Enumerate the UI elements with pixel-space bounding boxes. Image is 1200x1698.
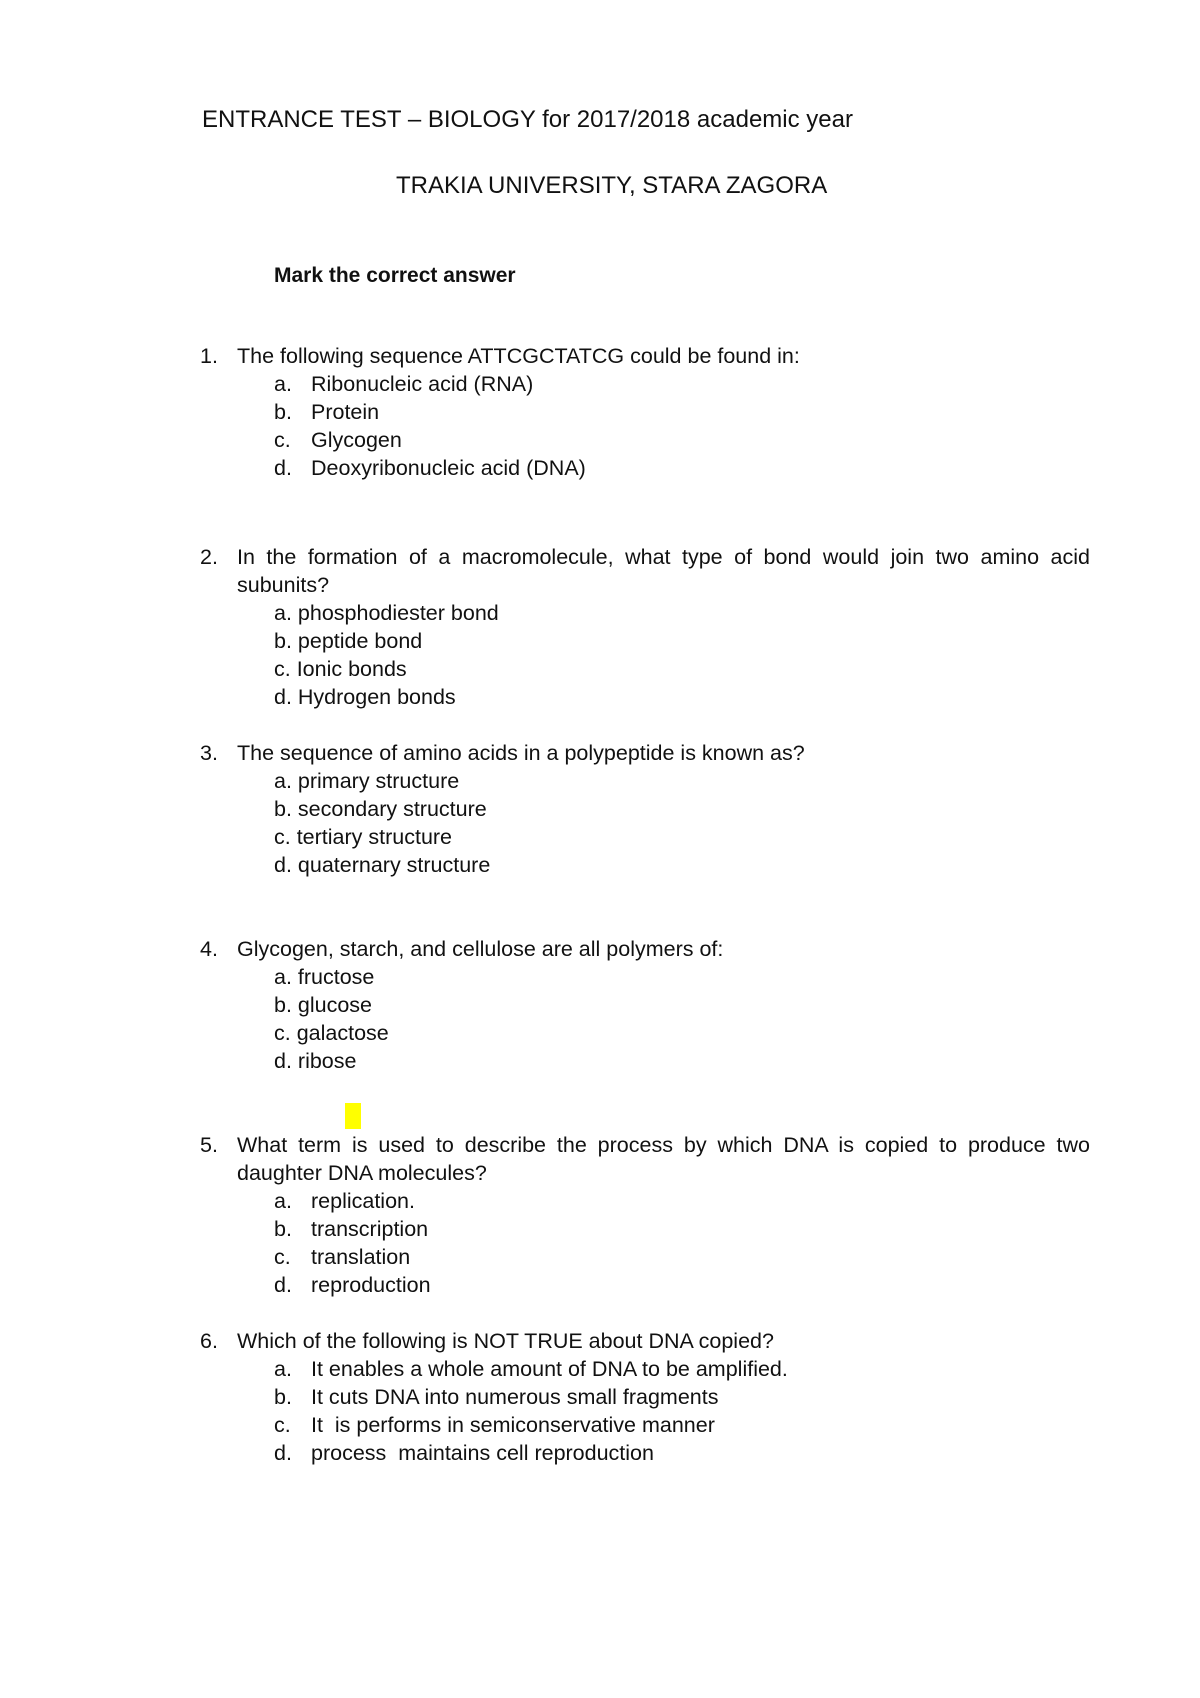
option-text: It enables a whole amount of DNA to be amplified. xyxy=(311,1357,788,1381)
option-letter: a. xyxy=(274,1357,292,1381)
option-c[interactable] xyxy=(200,1411,1090,1439)
question-5 xyxy=(200,1131,1090,1299)
question-text: The sequence of amino acids in a polypeptide is known as? xyxy=(237,741,805,765)
question-6 xyxy=(200,1327,1090,1467)
option-c[interactable]: c. galactose xyxy=(274,1021,389,1045)
option-b[interactable]: b. secondary structure xyxy=(274,797,487,821)
option-d[interactable] xyxy=(200,1271,1090,1299)
option-a[interactable] xyxy=(200,1187,1090,1215)
option-a[interactable]: a. fructose xyxy=(274,965,375,989)
option-b[interactable] xyxy=(200,1383,1090,1411)
option-list xyxy=(200,1355,1090,1467)
option-c[interactable] xyxy=(200,1243,1090,1271)
option-text: translation xyxy=(311,1245,411,1269)
option-letter: c. xyxy=(274,1413,291,1437)
question-number: 5. xyxy=(200,1133,218,1157)
option-d[interactable] xyxy=(200,454,1090,482)
option-letter: b. xyxy=(274,1217,292,1241)
option-b[interactable]: b. peptide bond xyxy=(274,629,423,653)
institution-name: TRAKIA UNIVERSITY, STARA ZAGORA xyxy=(396,172,828,199)
option-c[interactable]: c. Ionic bonds xyxy=(274,657,407,681)
option-c[interactable] xyxy=(200,426,1090,454)
question-number: 3. xyxy=(200,741,218,765)
option-text: reproduction xyxy=(311,1273,431,1297)
question-text: In the formation of a macromolecule, what type of bond would join two amino acid subunits? xyxy=(237,545,1090,597)
option-letter: d. xyxy=(274,1441,292,1465)
question-1 xyxy=(200,342,1090,482)
option-a[interactable] xyxy=(200,1355,1090,1383)
option-a[interactable]: a. phosphodiester bond xyxy=(274,601,499,625)
option-list xyxy=(200,599,1090,711)
option-list xyxy=(200,963,1090,1075)
option-letter: b. xyxy=(274,400,292,424)
option-c[interactable]: c. tertiary structure xyxy=(274,825,453,849)
option-text: Protein xyxy=(311,400,380,424)
question-text: What term is used to describe the process by which DNA is copied to produce two daughter DNA molecules? xyxy=(237,1133,1090,1185)
highlight-mark xyxy=(345,1103,361,1129)
option-text: Glycogen xyxy=(311,428,402,452)
option-letter: b. xyxy=(274,1385,292,1409)
question-text: Glycogen, starch, and cellulose are all polymers of: xyxy=(237,937,724,961)
option-text: transcription xyxy=(311,1217,429,1241)
option-letter: d. xyxy=(274,456,292,480)
question-number: 6. xyxy=(200,1329,218,1353)
option-letter: c. xyxy=(274,1245,291,1269)
option-letter: a. xyxy=(274,1189,292,1213)
question-2 xyxy=(200,543,1090,711)
option-text: It is performs in semiconservative manner xyxy=(311,1413,715,1437)
option-a[interactable] xyxy=(200,370,1090,398)
option-b[interactable] xyxy=(200,1215,1090,1243)
option-a[interactable]: a. primary structure xyxy=(274,769,460,793)
option-text: Deoxyribonucleic acid (DNA) xyxy=(311,456,586,480)
question-3 xyxy=(200,739,1090,879)
option-list xyxy=(200,1187,1090,1299)
instruction-text: Mark the correct answer xyxy=(274,264,516,287)
option-d[interactable]: d. ribose xyxy=(274,1049,357,1073)
option-d[interactable] xyxy=(200,1439,1090,1467)
option-text: replication. xyxy=(311,1189,415,1213)
option-letter: c. xyxy=(274,428,291,452)
option-letter: a. xyxy=(274,372,292,396)
option-list xyxy=(200,370,1090,482)
question-text: Which of the following is NOT TRUE about DNA copied? xyxy=(237,1329,774,1353)
option-b[interactable] xyxy=(200,398,1090,426)
option-b[interactable]: b. glucose xyxy=(274,993,373,1017)
option-letter: d. xyxy=(274,1273,292,1297)
option-text: Ribonucleic acid (RNA) xyxy=(311,372,534,396)
option-list xyxy=(200,767,1090,879)
option-text: process maintains cell reproduction xyxy=(311,1441,654,1465)
option-text: It cuts DNA into numerous small fragments xyxy=(311,1385,719,1409)
page-title: ENTRANCE TEST – BIOLOGY for 2017/2018 academic year xyxy=(202,106,853,133)
question-4 xyxy=(200,935,1090,1075)
question-number: 1. xyxy=(200,344,218,368)
question-number: 4. xyxy=(200,937,218,961)
option-d[interactable]: d. quaternary structure xyxy=(274,853,491,877)
question-number: 2. xyxy=(200,545,218,569)
question-text: The following sequence ATTCGCTATCG could be found in: xyxy=(237,344,800,368)
option-d[interactable]: d. Hydrogen bonds xyxy=(274,685,456,709)
